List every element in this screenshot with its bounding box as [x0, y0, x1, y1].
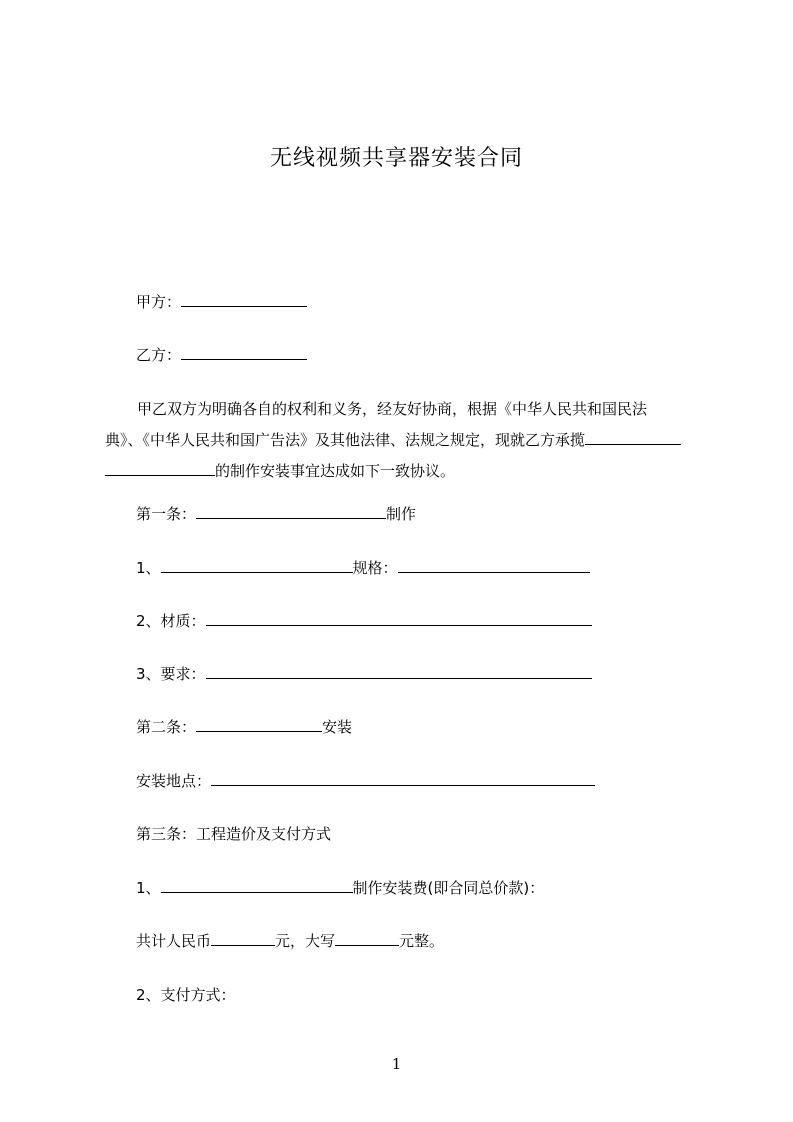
intro-line-2-text: 典》、《中华人民共和国广告法》及其他法律、法规之规定，现就乙方承揽: [105, 431, 586, 449]
install-location-blank[interactable]: [211, 772, 595, 786]
intro-paragraph: [105, 394, 705, 487]
project-blank-1[interactable]: [585, 431, 681, 445]
spec-blank[interactable]: [398, 559, 590, 573]
item-1-spec-label: 规格：: [352, 559, 398, 577]
requirement-blank[interactable]: [206, 665, 592, 679]
item-3-label: 3、要求：: [136, 665, 206, 683]
fee-line: [136, 878, 544, 898]
article-1-label: 第一条：: [136, 505, 197, 523]
fee-prefix: 1、: [136, 879, 161, 897]
item-1-blank[interactable]: [161, 559, 353, 573]
article-2-label: 第二条：: [136, 718, 197, 736]
party-a-label: 甲方：: [136, 293, 182, 311]
intro-line-2: [105, 425, 705, 456]
article-2-line: [136, 717, 352, 737]
article-2-suffix: 安装: [322, 718, 353, 736]
total-prefix: 共计人民币: [136, 932, 212, 950]
intro-line-3-text: 的制作安装事宜达成如下一致协议。: [215, 462, 456, 480]
article-1-suffix: 制作: [386, 505, 417, 523]
article-1-blank[interactable]: [196, 505, 386, 519]
item-2-label: 2、材质：: [136, 612, 206, 630]
party-b-line: [136, 345, 307, 365]
item-1-prefix: 1、: [136, 559, 161, 577]
project-blank-2[interactable]: [105, 462, 215, 476]
article-1-line: [136, 504, 416, 524]
party-a-line: [136, 292, 307, 312]
payment-method-label: 2、支付方式：: [136, 986, 236, 1004]
item-2-line: [136, 611, 592, 631]
install-location-label: 安装地点：: [136, 772, 212, 790]
amount-words-blank[interactable]: [335, 932, 399, 946]
amount-figures-blank[interactable]: [211, 932, 275, 946]
install-location-line: [136, 771, 595, 791]
party-a-blank[interactable]: [181, 293, 307, 307]
material-blank[interactable]: [206, 612, 592, 626]
intro-line-3: [105, 456, 705, 487]
party-b-blank[interactable]: [181, 346, 307, 360]
total-suffix: 元整。: [399, 932, 445, 950]
item-1-line: [136, 558, 590, 578]
party-b-label: 乙方：: [136, 346, 182, 364]
document-title: 无线视频共享器安装合同: [269, 146, 523, 171]
total-mid: 元，大写: [275, 932, 336, 950]
page-number: 1: [391, 1055, 402, 1073]
article-3-heading: 第三条：工程造价及支付方式: [136, 825, 332, 843]
item-3-line: [136, 664, 592, 684]
intro-line-1: 甲乙双方为明确各自的权利和义务，经友好协商，根据《中华人民共和国民法: [137, 400, 648, 418]
fee-suffix: 制作安装费(即合同总价款)：: [352, 879, 545, 897]
total-amount-line: [136, 931, 444, 951]
article-2-blank[interactable]: [196, 718, 322, 732]
fee-blank[interactable]: [161, 879, 353, 893]
